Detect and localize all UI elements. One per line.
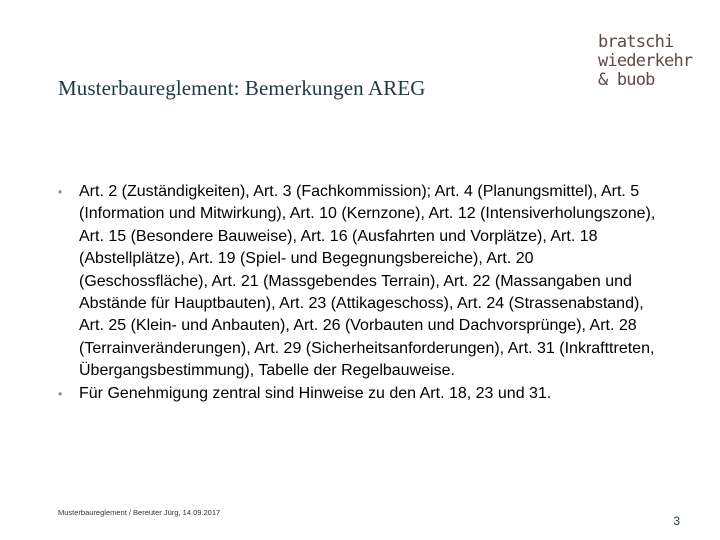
company-logo: [598, 33, 698, 90]
bullet-text-approval: Für Genehmigung zentral sind Hinweise zu den Art. 18, 23 und 31.: [79, 384, 552, 402]
bullet-text-articles: Art. 2 (Zuständigkeiten), Art. 3 (Fachkommission); Art. 4 (Planungsmittel), Art. 5 (Information und Mitwirkung), Art. 10 (Kernzone), Art. 12 (Intensiverholungszone), Art. 15 (Besondere Bauweise), Art. 16 (Ausfahrten und Vorplätze), Art. 18 (Abstellplätze), Art. 19 (Spiel- und Begegnungsbereiche), Art. 20 (Geschossfläche), Art. 21 (Massgebendes Terrain), Art. 22 (Massangaben und Abstände für Hauptbauten), Art. 23 (Attikageschoss), Art. 24 (Strassenabstand), Art. 25 (Klein- und Anbauten), Art. 26 (Vorbauten und Dachvorsprünge), Art. 28 (Terrainveränderungen), Art. 29 (Sicherheitsanforderungen), Art. 31 (Inkrafttreten, Übergangsbestimmung), Tabelle der Regelbauweise.: [79, 183, 656, 380]
slide-footer: Musterbaureglement / Bereuter Jürg, 14.09.2017: [58, 508, 221, 517]
page-number: 3: [673, 514, 680, 528]
bullet-item-articles: [58, 181, 658, 383]
bullet-list: [58, 181, 658, 405]
logo-line-2: wiederkehr: [598, 51, 693, 71]
slide-title: Musterbaureglement: Bemerkungen AREG: [58, 76, 426, 100]
bullet-item-approval: [58, 383, 658, 405]
logo-line-3: & buob: [598, 70, 655, 90]
bullet-dot-icon: •: [58, 386, 63, 401]
logo-line-1: bratschi: [598, 32, 674, 52]
bullet-dot-icon: •: [58, 185, 63, 199]
